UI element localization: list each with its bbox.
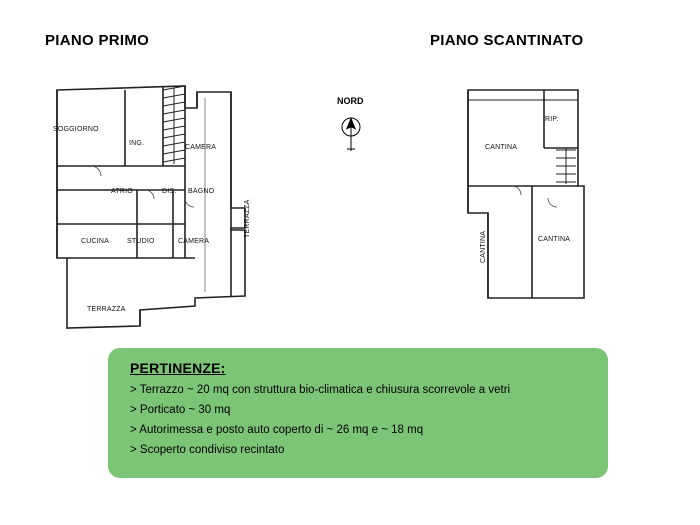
room-label-terrazza-side: TERRAZZA bbox=[244, 199, 251, 238]
page-title-first-floor: PIANO PRIMO bbox=[45, 32, 150, 49]
room-label-atrio: ATRIO bbox=[111, 188, 133, 195]
room-label-bagno: BAGNO bbox=[188, 188, 215, 195]
pertinenze-panel bbox=[108, 348, 608, 478]
north-label: NORD bbox=[337, 96, 364, 106]
room-label-cantina-2: CANTINA bbox=[480, 230, 487, 263]
pertinenze-heading: PERTINENZE: bbox=[130, 360, 226, 376]
room-label-studio: STUDIO bbox=[127, 238, 155, 245]
first-floor-plan-drawing bbox=[45, 78, 260, 333]
room-label-ingresso: ING. bbox=[129, 140, 145, 147]
room-label-camera-1: CAMERA bbox=[185, 144, 217, 151]
list-item: > Scoperto condiviso recintato bbox=[130, 444, 285, 456]
compass-rose-icon bbox=[336, 116, 366, 152]
list-item: > Terrazzo ~ 20 mq con struttura bio-climatica e chiusura scorrevole a vetri bbox=[130, 384, 511, 396]
room-label-terrazza-bottom: TERRAZZA bbox=[87, 306, 126, 313]
pertinenze-list bbox=[130, 384, 586, 456]
list-item: > Porticato ~ 30 mq bbox=[130, 404, 231, 416]
list-item: > Autorimessa e posto auto coperto di ~ 26 mq e ~ 18 mq bbox=[130, 424, 424, 436]
room-label-cantina-3: CANTINA bbox=[538, 236, 571, 243]
room-label-cantina-1: CANTINA bbox=[485, 144, 518, 151]
page-title-basement: PIANO SCANTINATO bbox=[430, 32, 584, 49]
room-label-camera-2: CAMERA bbox=[178, 238, 210, 245]
room-label-soggiorno: SOGGIORNO bbox=[53, 126, 99, 133]
room-label-cucina: CUCINA bbox=[81, 238, 110, 245]
room-label-ripostiglio: RIP. bbox=[545, 116, 559, 123]
basement-plan-drawing bbox=[452, 78, 597, 308]
room-label-disimpegno: DIS. bbox=[162, 188, 177, 195]
